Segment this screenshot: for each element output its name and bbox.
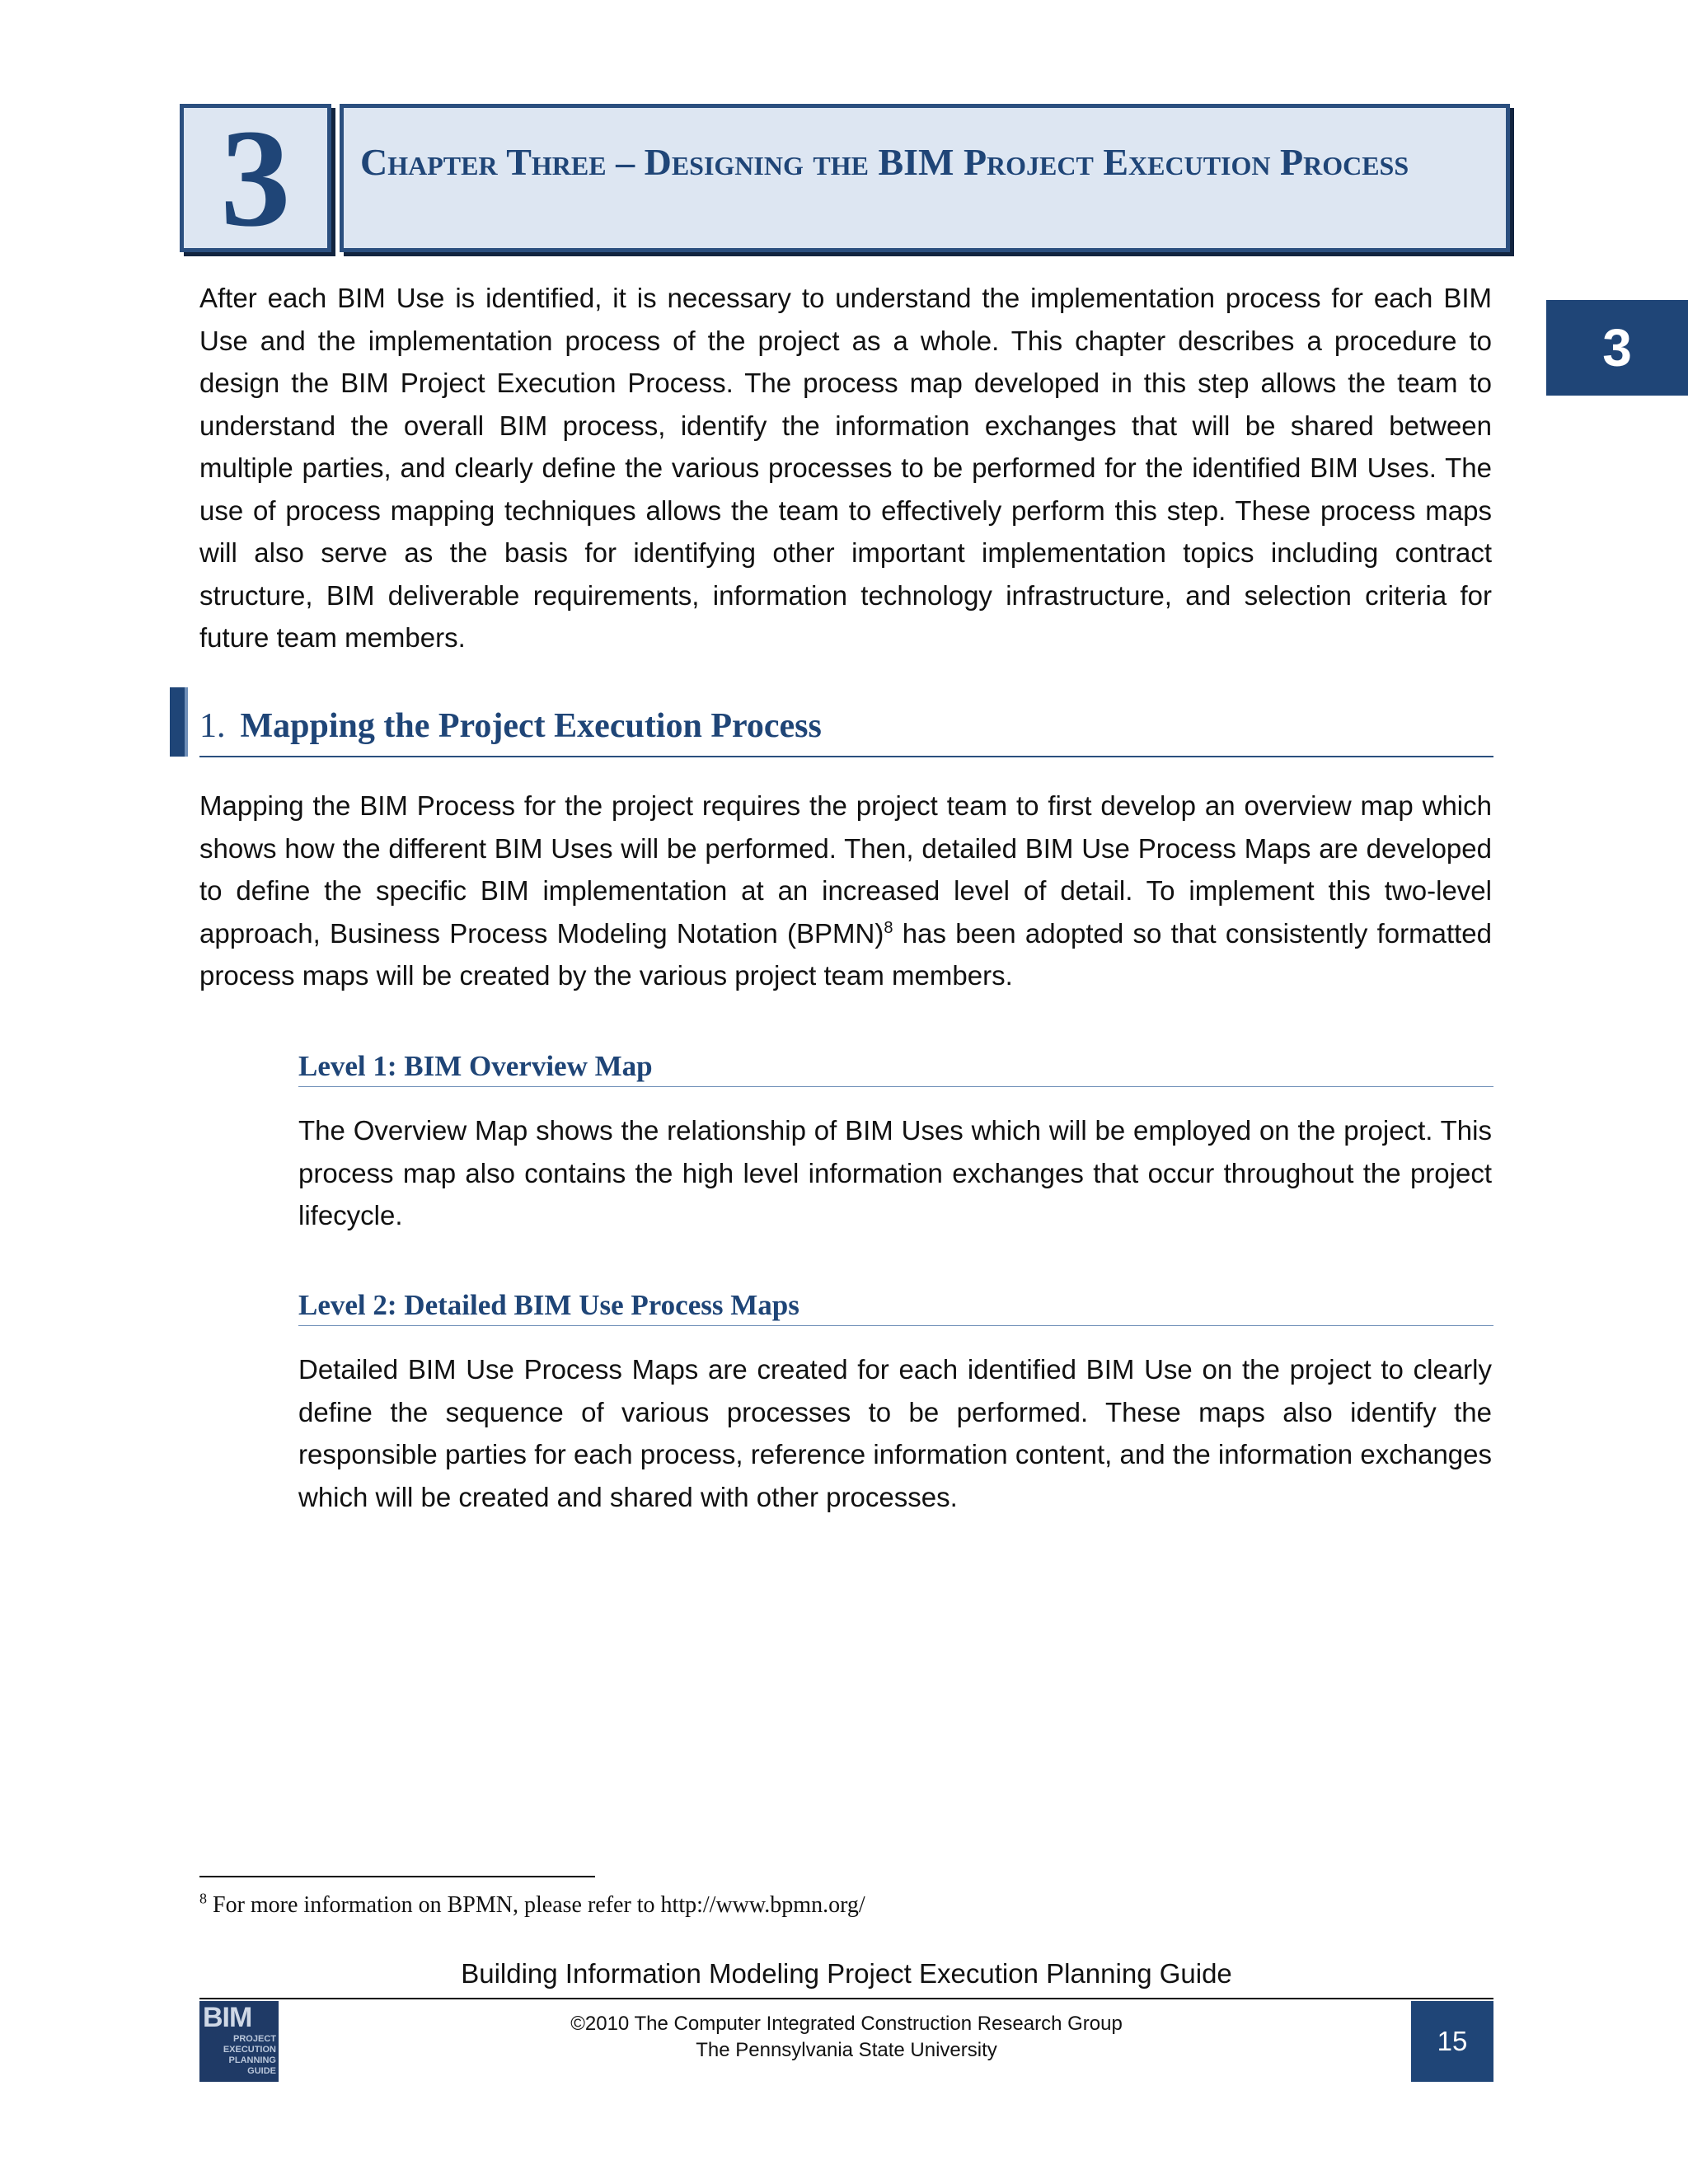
footnote [199,1891,865,1920]
logo-line: GUIDE [247,2066,276,2076]
section-paragraph-text-cont: has been adopted so that consistently formatted process maps will be created by the various project team members. [199,917,1492,991]
footnote-rule [199,1876,595,1877]
logo-text: BIM [203,2002,252,2033]
section-number: 1. [199,707,226,745]
footer-rule [199,1998,1493,1999]
footnote-reference: 8 [884,918,893,937]
chapter-title-box [340,104,1510,252]
copyright-line: ©2010 The Computer Integrated Construction Research Group [570,2013,1123,2035]
copyright [199,2011,1493,2064]
chapter-number-box [180,101,331,255]
guide-title: Building Information Modeling Project Execution Planning Guide [461,1958,1232,1989]
copyright-line: The Pennsylvania State University [696,2039,997,2061]
footnote-number: 8 [199,1890,207,1907]
level1-paragraph: The Overview Map shows the relationship of BIM Uses which will be employed on the project. This process map also contains the high level information exchanges that occur throughout the project lifecycle. [298,1115,1492,1230]
logo-line: PROJECT [233,2034,276,2044]
logo-line: PLANNING [228,2055,276,2065]
logo-line: EXECUTION [223,2045,276,2055]
chapter-title: Chapter Three – Designing the BIM Project Execution Process [360,141,1409,183]
level2-paragraph: Detailed BIM Use Process Maps are created for each identified BIM Use on the project to clearly define the sequence of various processes to be performed. These maps also identify the responsible parties for each process, reference information content, and the information exchanges which will be created and shared with other processes. [298,1354,1492,1512]
level2-heading: Level 2: Detailed BIM Use Process Maps [298,1287,1493,1326]
section-paragraph [199,785,1492,997]
chapter-side-tab: 3 [1546,300,1688,396]
intro-paragraph: After each BIM Use is identified, it is necessary to understand the implementation process for each BIM Use and the implementation process of the project as a whole. This chapter describes a procedure to design the BIM Project Execution Process. The process map developed in this step allows the team to understand the overall BIM process, identify the information exchanges that will be shared between multiple parties, and clearly define the various processes to be performed for the identified BIM Uses. The use of process mapping techniques allows the team to effectively perform this step. These process maps will also serve as the basis for identifying other important implementation topics including contract structure, BIM deliverable requirements, information technology infrastructure, and selection criteria for future team members. [199,283,1492,653]
level1-heading: Level 1: BIM Overview Map [298,1048,1493,1087]
section-title: Mapping the Project Execution Process [240,707,822,745]
footnote-text: For more information on BPMN, please refer to http://www.bpmn.org/ [207,1892,865,1918]
section-heading [199,702,1493,757]
section-marker-bar [170,687,185,757]
chapter-number: 3 [220,101,291,255]
section-paragraph-text: Mapping the BIM Process for the project requires the project team to first develop an overview map which shows how the different BIM Uses will be performed. Then, detailed BIM Use Process Maps are developed to define the specific BIM implementation at an increased level of detail. To implement this two-level approach, Business Process Modeling Notation (BPMN) [199,790,1492,949]
page-number: 15 [1411,2001,1493,2082]
